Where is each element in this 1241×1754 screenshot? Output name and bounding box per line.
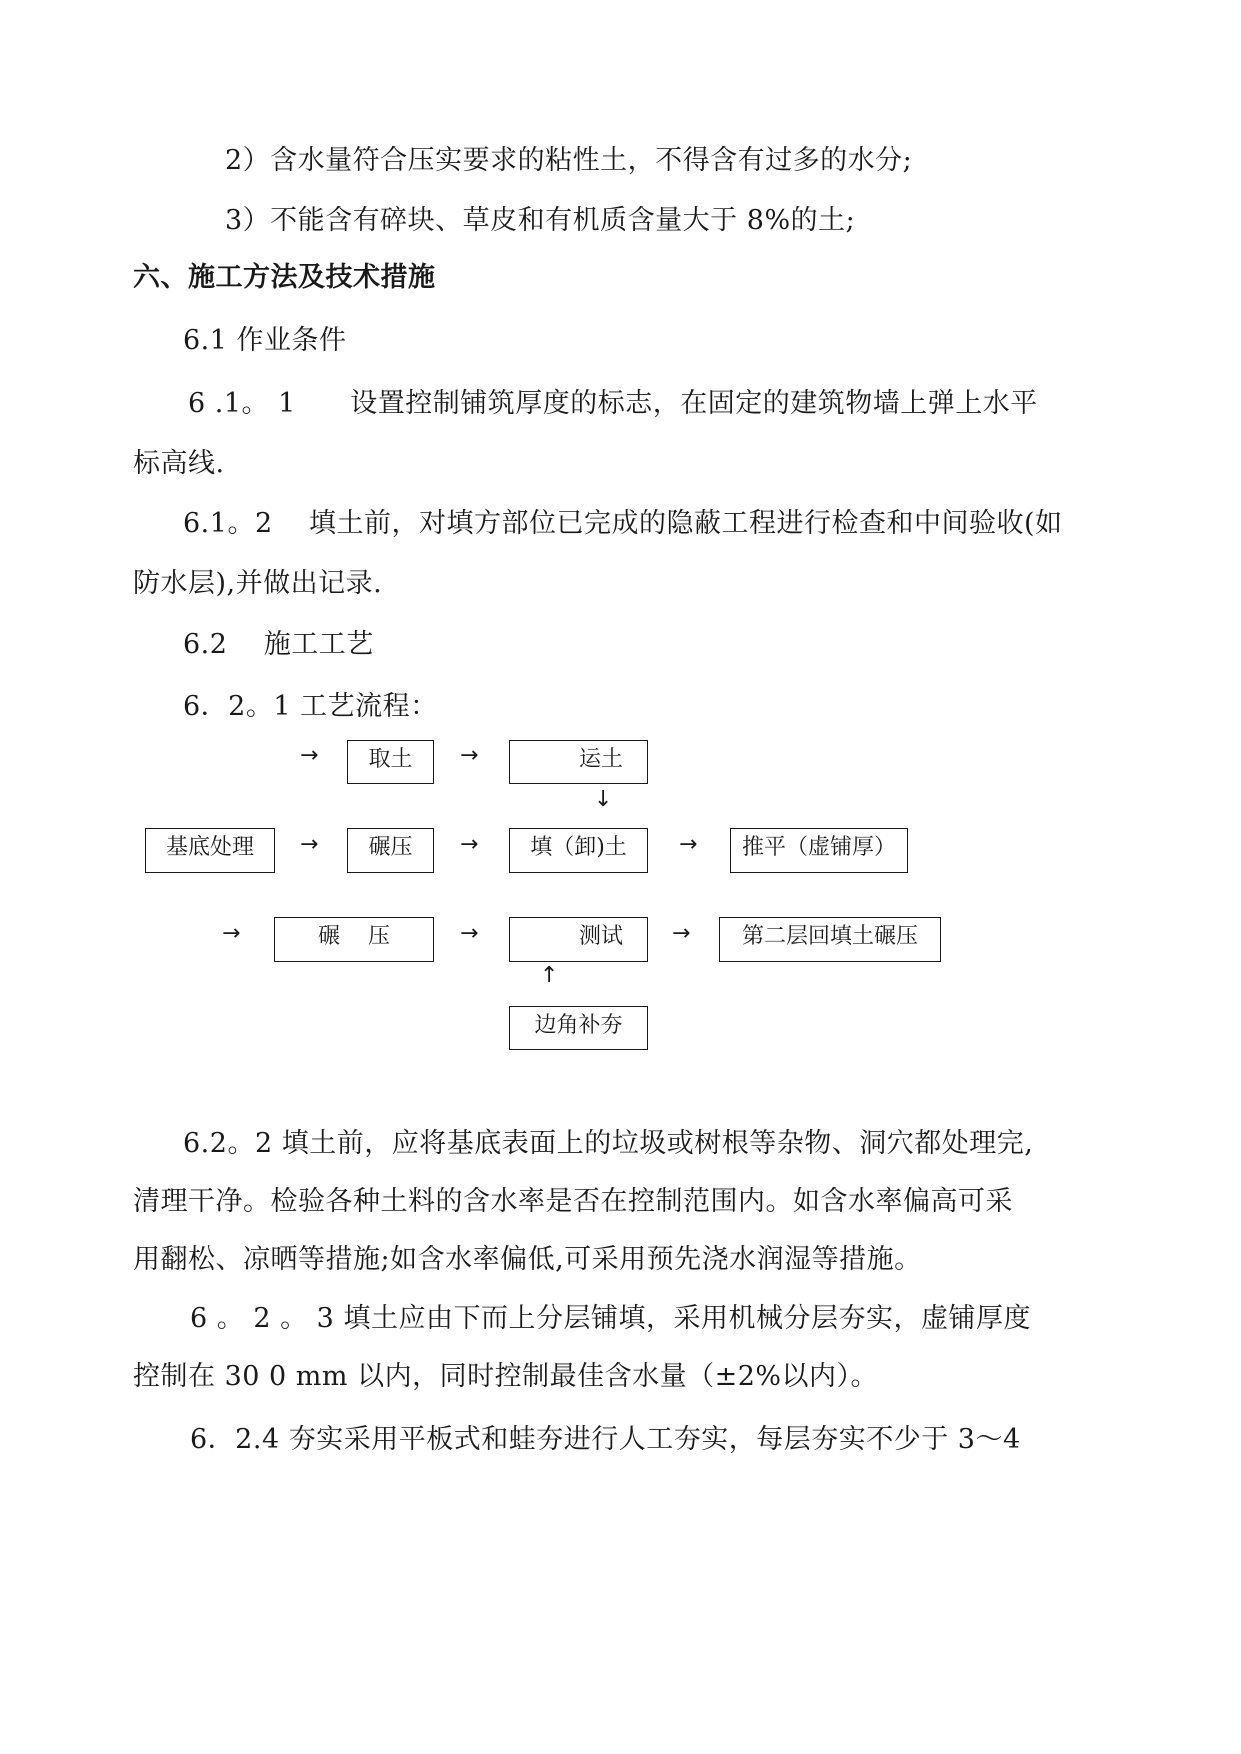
flow-box-tuiping: 推平（虚铺厚） [730,828,908,873]
section-6-heading: 六、施工方法及技术措施 [133,262,436,293]
flow-box-nianya-2: 碾 压 [274,917,434,962]
flow-box-yuntu: 运土 [509,740,648,784]
section-6-1-2-line2: 防水层),并做出记录. [133,568,383,599]
flow-box-tianxie: 填（卸)土 [509,828,648,873]
flow-box-jidi: 基底处理 [145,828,275,873]
section-6-2-title: 6.2 施工工艺 [183,629,374,660]
arrow-right-icon: → [460,832,479,857]
arrow-down-icon: ↓ [594,787,613,812]
item-3-no-debris: 3）不能含有碎块、草皮和有机质含量大于 8%的土; [225,205,856,236]
arrow-up-icon: ↑ [540,963,559,988]
arrow-right-icon: → [222,921,241,946]
section-6-2-3-line1: 6 。 2 。 3 填土应由下而上分层铺填，采用机械分层夯实，虚铺厚度 [190,1303,1031,1334]
flow-box-dierceng: 第二层回填土碾压 [719,917,941,962]
flow-box-qutu: 取土 [347,740,434,784]
section-6-2-2-line1: 6.2。2 填土前，应将基底表面上的垃圾或树根等杂物、洞穴都处理完, [183,1128,1034,1159]
section-6-2-1-title: 6．2。1 工艺流程： [183,691,438,722]
arrow-right-icon: → [672,921,691,946]
section-6-2-2-line3: 用翻松、凉晒等措施;如含水率偏低,可采用预先浇水润湿等措施。 [133,1244,922,1275]
arrow-right-icon: → [300,832,319,857]
arrow-right-icon: → [460,743,479,768]
section-6-2-3-line2: 控制在 30 0 mm 以内，同时控制最佳含水量（±2%以内）。 [133,1361,879,1392]
flow-box-bianjiao: 边角补夯 [509,1006,648,1050]
arrow-right-icon: → [460,921,479,946]
item-2-moisture: 2）含水量符合压实要求的粘性土，不得含有过多的水分; [225,145,913,176]
section-6-2-2-line2: 清理干净。检验各种土料的含水率是否在控制范围内。如含水率偏高可采 [133,1186,1013,1217]
flow-box-nianya-1: 碾压 [347,828,434,873]
section-6-1-1-line1: 6 .1。 1 设置控制铺筑厚度的标志，在固定的建筑物墙上弹上水平 [188,388,1038,419]
section-6-1-title: 6.1 作业条件 [183,325,347,356]
arrow-right-icon: → [300,743,319,768]
flow-box-ceshi: 测试 [509,917,648,962]
arrow-right-icon: → [679,832,698,857]
section-6-1-1-line2: 标高线. [133,448,225,479]
section-6-2-4-line1: 6．2.4 夯实采用平板式和蛙夯进行人工夯实，每层夯实不少于 3～4 [190,1424,1021,1455]
section-6-1-2-line1: 6.1。2 填土前，对填方部位已完成的隐蔽工程进行检查和中间验收(如 [183,508,1063,539]
